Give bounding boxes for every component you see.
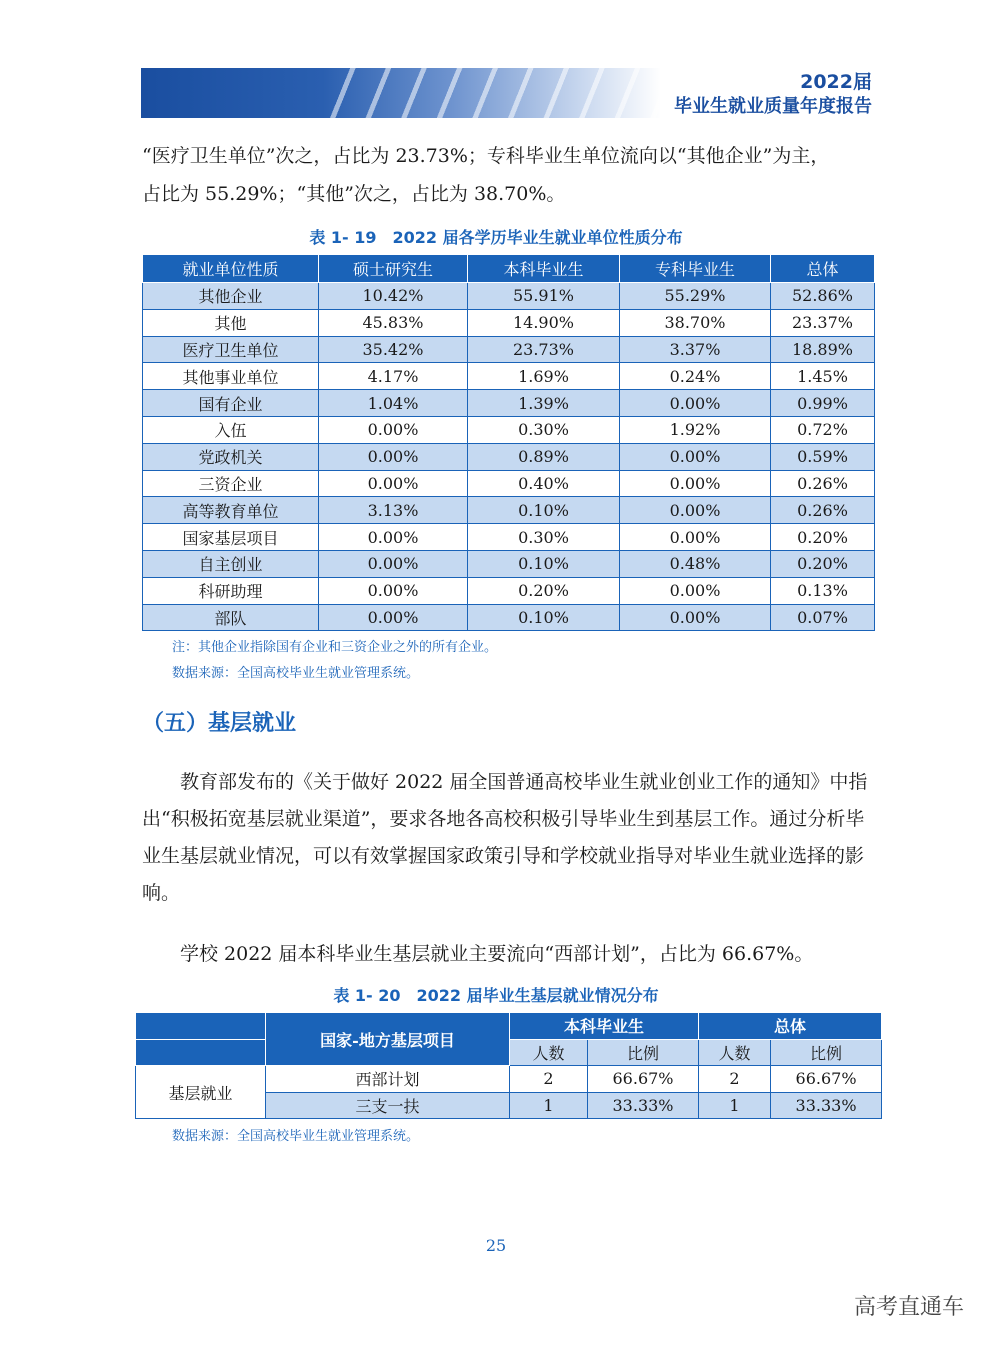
table1-cell: 0.00% [620, 497, 771, 524]
table1 [142, 254, 875, 631]
table1-row-label: 入伍 [143, 416, 319, 443]
table1-cell: 0.00% [620, 524, 771, 551]
table1-cell: 14.90% [468, 309, 620, 336]
table-row [143, 309, 875, 336]
table1-header: 硕士研究生 [319, 255, 468, 283]
paragraph-1: 教育部发布的《关于做好 2022 届全国普通高校毕业生就业创业工作的通知》中指出“积极拓宽基层就业渠道”，要求各地各高校积极引导毕业生到基层工作。通过分析毕业生基层就业情况，可以有效掌握国家政策引导和学校就业指导对毕业生就业选择的影响。 [142, 771, 868, 904]
table1-row-label: 国家基层项目 [143, 524, 319, 551]
table1-cell: 0.24% [620, 363, 771, 390]
table1-cell: 3.37% [620, 336, 771, 363]
table1-header: 总体 [771, 255, 875, 283]
table1-cell: 0.00% [620, 604, 771, 631]
table1-cell: 18.89% [771, 336, 875, 363]
page-number: 25 [485, 1236, 507, 1255]
table1-cell: 0.00% [620, 390, 771, 417]
table1-row-label: 自主创业 [143, 550, 319, 577]
table2-cell: 66.67% [588, 1066, 699, 1093]
table-row [143, 524, 875, 551]
table1-cell: 3.13% [319, 497, 468, 524]
table1-cell: 0.59% [771, 443, 875, 470]
table1-cell: 38.70% [620, 309, 771, 336]
table2-cell: 2 [699, 1066, 771, 1093]
table1-cell: 0.10% [468, 550, 620, 577]
table-row [143, 390, 875, 417]
header-stripes [320, 68, 670, 118]
table2-cell: 1 [699, 1092, 771, 1119]
table1-cell: 0.72% [771, 416, 875, 443]
table1-row-label: 三资企业 [143, 470, 319, 497]
table1-cell: 4.17% [319, 363, 468, 390]
table2-cell: 三支一扶 [266, 1092, 510, 1119]
header-title [674, 70, 872, 120]
table1-cell: 1.92% [620, 416, 771, 443]
table1-cell: 0.99% [771, 390, 875, 417]
table1-cell: 23.37% [771, 309, 875, 336]
table2-header-group1: 本科毕业生 [510, 1013, 699, 1040]
table1-header: 就业单位性质 [143, 255, 319, 283]
paragraph-2: 学校 2022 届本科毕业生基层就业主要流向“西部计划”，占比为 66.67%。 [180, 943, 814, 965]
table1-cell: 0.00% [319, 577, 468, 604]
table2-corner [136, 1013, 266, 1040]
intro-line-1: “医疗卫生单位”次之，占比为 23.73%；专科毕业生单位流向以“其他企业”为主， [142, 145, 830, 167]
table2-row-group: 基层就业 [136, 1066, 266, 1119]
table2-cell: 33.33% [588, 1092, 699, 1119]
table2-cell: 西部计划 [266, 1066, 510, 1093]
table2-corner-lower [136, 1039, 266, 1066]
intro-line-2: 占比为 55.29%；“其他”次之，占比为 38.70%。 [142, 183, 566, 205]
table1-cell: 0.20% [771, 524, 875, 551]
table1-cell: 0.00% [620, 470, 771, 497]
table1-cell: 45.83% [319, 309, 468, 336]
table1-cell: 0.40% [468, 470, 620, 497]
table2-source: 数据来源：全国高校毕业生就业管理系统。 [172, 1129, 420, 1144]
table1-cell: 0.00% [319, 550, 468, 577]
table1-cell: 10.42% [319, 283, 468, 310]
table1-cell: 0.30% [468, 524, 620, 551]
table1-row-label: 其他企业 [143, 283, 319, 310]
table1-header-row [143, 255, 875, 283]
table1-cell: 52.86% [771, 283, 875, 310]
table-row [143, 363, 875, 390]
table1-row-label: 其他 [143, 309, 319, 336]
table2-sub-ratio: 比例 [771, 1039, 882, 1066]
table2-caption: 表 1- 20 2022 届毕业生基层就业情况分布 [333, 986, 659, 1005]
table1-source: 数据来源：全国高校毕业生就业管理系统。 [172, 666, 420, 681]
table2-sub-ratio: 比例 [588, 1039, 699, 1066]
table-row [143, 336, 875, 363]
table2-sub-count: 人数 [699, 1039, 771, 1066]
table1-cell: 0.00% [620, 443, 771, 470]
table1-cell: 0.10% [468, 604, 620, 631]
table1-cell: 0.20% [468, 577, 620, 604]
table2-header-project: 国家-地方基层项目 [266, 1013, 510, 1066]
table1-cell: 1.39% [468, 390, 620, 417]
table1-row-label: 部队 [143, 604, 319, 631]
watermark: 高考直通车 [853, 1295, 964, 1320]
table2-cell: 1 [510, 1092, 588, 1119]
table-row [143, 470, 875, 497]
table1-header: 专科毕业生 [620, 255, 771, 283]
table1-cell: 0.00% [319, 524, 468, 551]
table2-cell: 2 [510, 1066, 588, 1093]
table1-header: 本科毕业生 [468, 255, 620, 283]
table-row [143, 577, 875, 604]
header-year: 2022届 [800, 71, 872, 93]
table2-header-group2: 总体 [699, 1013, 882, 1040]
table-row [143, 497, 875, 524]
table1-row-label: 其他事业单位 [143, 363, 319, 390]
table1-cell: 0.48% [620, 550, 771, 577]
table1-cell: 55.91% [468, 283, 620, 310]
table1-row-label: 党政机关 [143, 443, 319, 470]
table1-cell: 0.13% [771, 577, 875, 604]
table1-cell: 0.26% [771, 497, 875, 524]
table1-cell: 35.42% [319, 336, 468, 363]
table1-cell: 23.73% [468, 336, 620, 363]
table1-caption: 表 1- 19 2022 届各学历毕业生就业单位性质分布 [309, 228, 683, 247]
table1-row-label: 医疗卫生单位 [143, 336, 319, 363]
table-row [143, 604, 875, 631]
table-row [143, 550, 875, 577]
table2 [135, 1012, 882, 1119]
table1-note: 注：其他企业指除国有企业和三资企业之外的所有企业。 [172, 640, 498, 655]
table1-cell: 0.00% [319, 416, 468, 443]
table1-cell: 0.30% [468, 416, 620, 443]
table1-row-label: 科研助理 [143, 577, 319, 604]
table1-cell: 0.00% [319, 443, 468, 470]
table-row [143, 283, 875, 310]
table1-cell: 0.89% [468, 443, 620, 470]
table1-row-label: 国有企业 [143, 390, 319, 417]
table1-cell: 1.69% [468, 363, 620, 390]
header-subtitle: 毕业生就业质量年度报告 [674, 96, 872, 117]
section-title: （五）基层就业 [142, 711, 297, 736]
table1-cell: 0.20% [771, 550, 875, 577]
table1-cell: 55.29% [620, 283, 771, 310]
table1-cell: 0.26% [771, 470, 875, 497]
table1-cell: 0.00% [319, 470, 468, 497]
table-row [143, 443, 875, 470]
table2-cell: 33.33% [771, 1092, 882, 1119]
table1-cell: 0.00% [319, 604, 468, 631]
table1-cell: 0.07% [771, 604, 875, 631]
table1-cell: 0.10% [468, 497, 620, 524]
table2-sub-count: 人数 [510, 1039, 588, 1066]
table1-row-label: 高等教育单位 [143, 497, 319, 524]
table1-cell: 1.45% [771, 363, 875, 390]
table1-cell: 0.00% [620, 577, 771, 604]
table1-cell: 1.04% [319, 390, 468, 417]
table2-cell: 66.67% [771, 1066, 882, 1093]
table-row [143, 416, 875, 443]
table-row [136, 1066, 882, 1093]
